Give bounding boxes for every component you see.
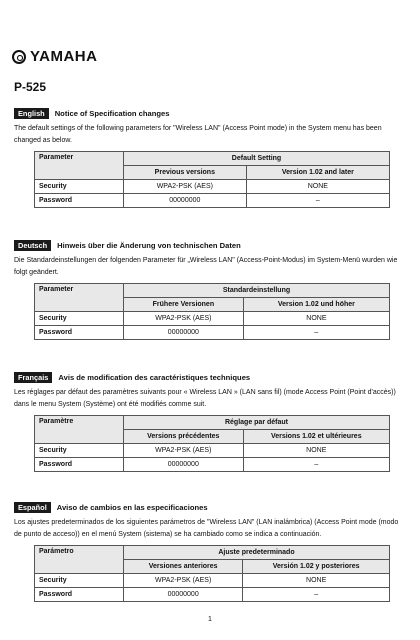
section-title: Aviso de cambios en las especificaciones [56,503,208,512]
previous-value: WPA2-PSK (AES) [124,312,244,326]
section-francais [14,372,408,472]
brand-logo [12,48,97,65]
previous-value: WPA2-PSK (AES) [124,444,244,458]
section-deutsch [14,240,408,340]
section-text: Die Standardeinstellungen der folgenden Parameter für „Wireless LAN" (Access-Point-Modus) im System-Menü wurden wie folgt geändert. [14,257,398,276]
row-label: Security [35,574,124,588]
new-value: – [243,458,389,472]
previous-value: 00000000 [124,458,244,472]
settings-table [34,415,390,472]
table-row [35,588,390,602]
table-row [35,574,390,588]
row-label: Password [35,194,124,208]
new-value: NONE [243,312,389,326]
previous-value: WPA2-PSK (AES) [124,574,243,588]
table-row [35,194,390,208]
previous-versions-header: Previous versions [124,166,247,180]
section-english [14,108,408,208]
previous-versions-header: Frühere Versionen [124,298,244,312]
new-value: NONE [243,444,389,458]
new-version-header: Version 1.02 and later [246,166,389,180]
new-value: – [243,326,389,340]
new-value: – [246,194,389,208]
row-label: Security [35,180,124,194]
previous-value: 00000000 [124,194,247,208]
param-header: Parameter [35,152,124,180]
row-label: Security [35,444,124,458]
page-number: 1 [208,616,212,623]
row-label: Password [35,326,124,340]
default-setting-header: Ajuste predeterminado [124,546,390,560]
param-header: Parameter [35,284,124,312]
new-value: NONE [243,574,390,588]
row-label: Password [35,458,124,472]
default-setting-header: Default Setting [124,152,390,166]
param-header: Paramètre [35,416,124,444]
previous-value: 00000000 [124,326,244,340]
previous-versions-header: Versions précédentes [124,430,244,444]
table-row [35,180,390,194]
brand-name: YAMAHA [30,48,98,65]
section-text: Los ajustes predeterminados de los siguientes parámetros de "Wireless LAN" (LAN inalámbrica) (Access Point mode (modo de punto de acceso)) en el menú System (sistema) se ha cambiado como se indica a continuación. [14,519,399,538]
previous-value: WPA2-PSK (AES) [124,180,247,194]
model-title: P-525 [14,80,47,94]
section-espanol [14,502,408,602]
row-label: Password [35,588,124,602]
section-text: The default settings of the following parameters for "Wireless LAN" (Access Point mode) in the System menu has been changed as below. [14,125,382,144]
previous-value: 00000000 [124,588,243,602]
section-text: Les réglages par défaut des paramètres suivants pour « Wireless LAN » (LAN sans fil) (mode Access Point (Point d'accès)) dans le menu System (Système) ont été modifiés comme suit. [14,389,396,408]
default-setting-header: Réglage par défaut [124,416,390,430]
default-setting-header: Standardeinstellung [124,284,390,298]
language-tag: Français [14,372,52,383]
table-row [35,444,390,458]
section-heading [14,372,408,383]
new-version-header: Versión 1.02 y posteriores [243,560,390,574]
new-value: – [243,588,390,602]
language-tag: Deutsch [14,240,51,251]
section-heading [14,240,408,251]
settings-table [34,283,390,340]
previous-versions-header: Versiones anteriores [124,560,243,574]
settings-table [34,545,390,602]
section-heading [14,502,408,513]
language-tag: English [14,108,49,119]
tuning-fork-emblem-icon [12,50,26,64]
table-row [35,312,390,326]
new-value: NONE [246,180,389,194]
section-title: Hinweis über die Änderung von technischen Daten [57,241,241,250]
new-version-header: Versions 1.02 et ultérieures [243,430,389,444]
section-title: Avis de modification des caractéristiques techniques [58,373,251,382]
language-tag: Español [14,502,51,513]
section-title: Notice of Specification changes [54,109,170,118]
row-label: Security [35,312,124,326]
new-version-header: Version 1.02 und höher [243,298,389,312]
section-heading [14,108,408,119]
settings-table [34,151,390,208]
param-header: Parámetro [35,546,124,574]
table-row [35,458,390,472]
table-row [35,326,390,340]
